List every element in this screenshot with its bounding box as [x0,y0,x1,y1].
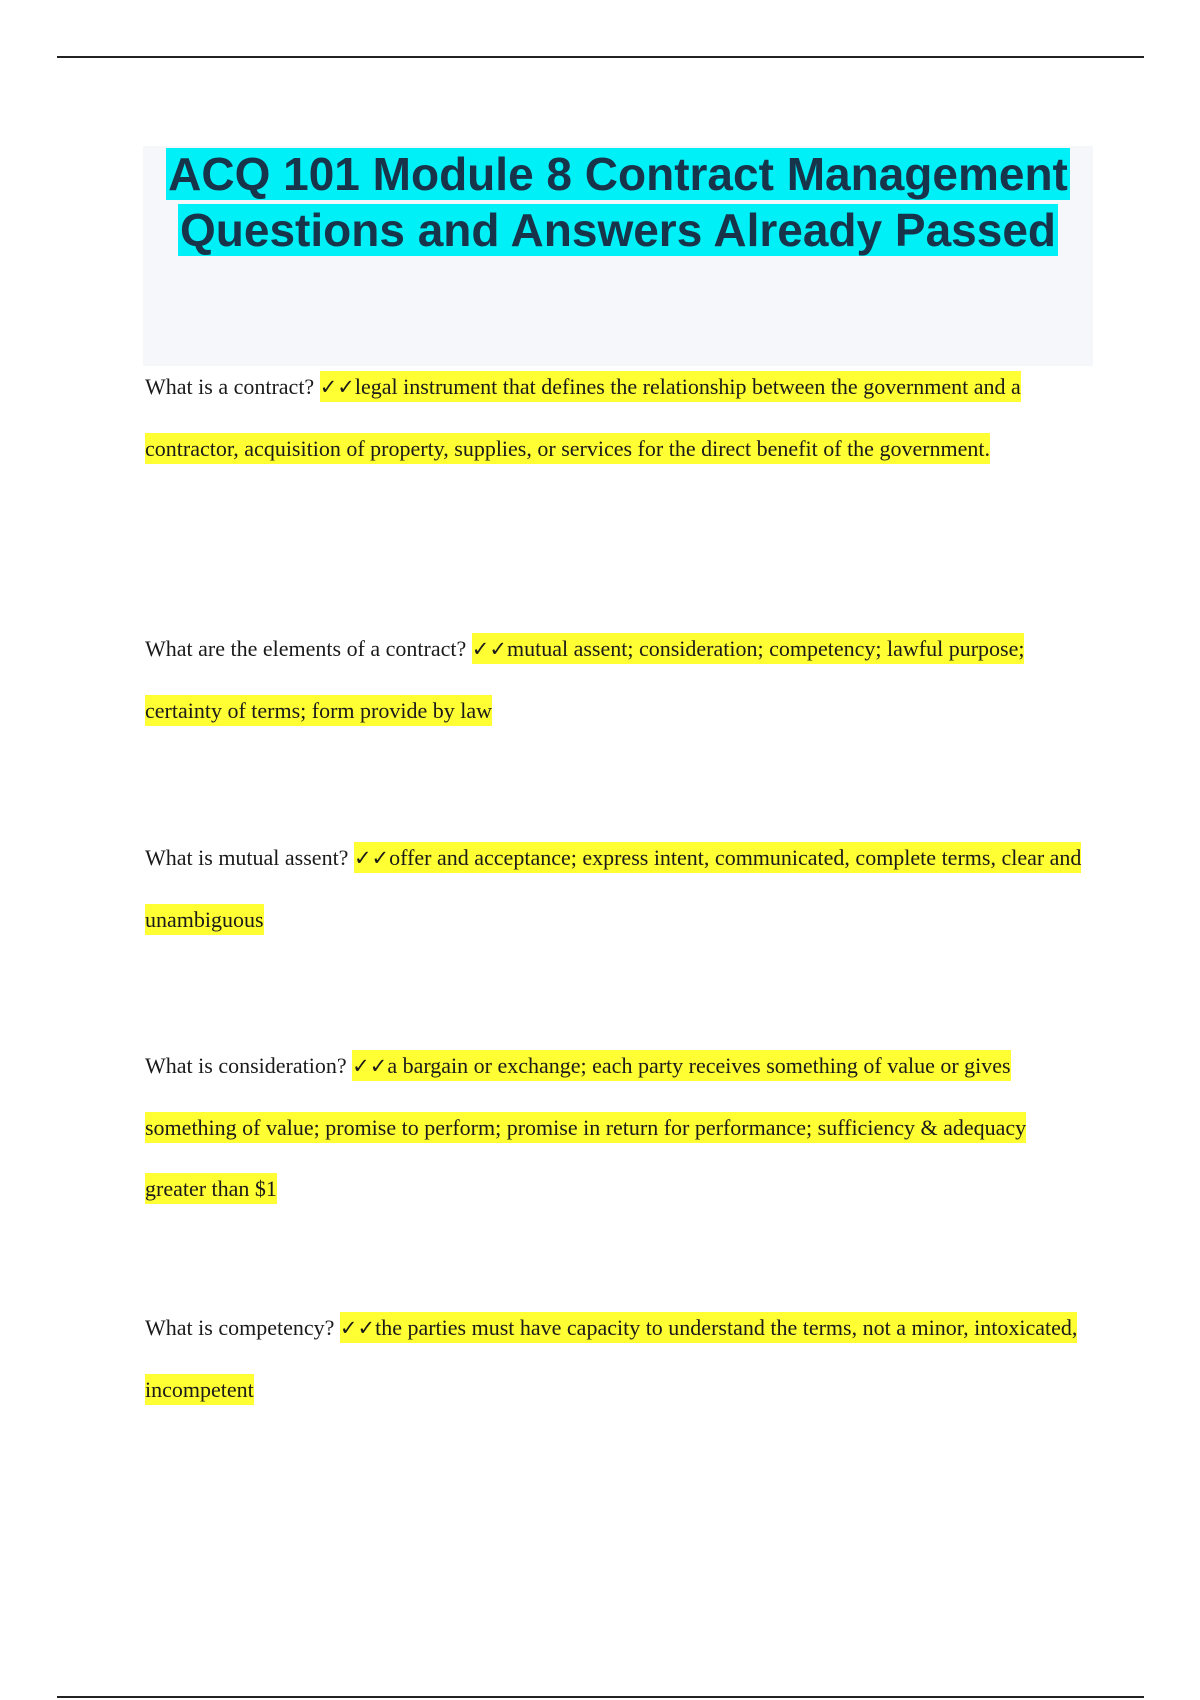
qa-item-elements [145,618,1085,741]
answer-text: ✓✓mutual assent; consideration; competency; lawful purpose; certainty of terms; form provide by law [145,633,1024,726]
answer-text: ✓✓the parties must have capacity to understand the terms, not a minor, intoxicated, incompetent [145,1312,1077,1405]
question-text: What is mutual assent? [145,845,349,870]
question-text: What is competency? [145,1315,335,1340]
qa-item-consideration [145,1035,1085,1219]
question-text: What is a contract? [145,374,315,399]
top-rule [57,56,1144,58]
bottom-rule [57,1696,1144,1698]
check-mark-icon: ✓✓ [353,846,390,870]
check-mark-icon: ✓✓ [352,1054,388,1078]
check-mark-icon: ✓✓ [339,1316,376,1340]
question-text: What are the elements of a contract? [145,636,467,661]
check-mark-icon: ✓✓ [471,637,507,661]
document-title: ACQ 101 Module 8 Contract Management Questions and Answers Already Passed [168,148,1068,256]
question-text: What is consideration? [145,1053,347,1078]
qa-item-competency [145,1297,1085,1420]
answer-text: ✓✓legal instrument that defines the relationship between the government and a contractor, acquisition of property, supplies, or services for the direct benefit of the government. [145,371,1021,464]
answer-text: ✓✓offer and acceptance; express intent, communicated, complete terms, clear and unambiguous [145,842,1081,935]
answer-text: ✓✓a bargain or exchange; each party receives something of value or gives something of value; promise to perform; promise in return for performance; sufficiency & adequacy greater than $1 [145,1050,1026,1204]
qa-item-contract [145,356,1085,479]
check-mark-icon: ✓✓ [319,375,355,399]
qa-item-mutual-assent [145,827,1085,950]
